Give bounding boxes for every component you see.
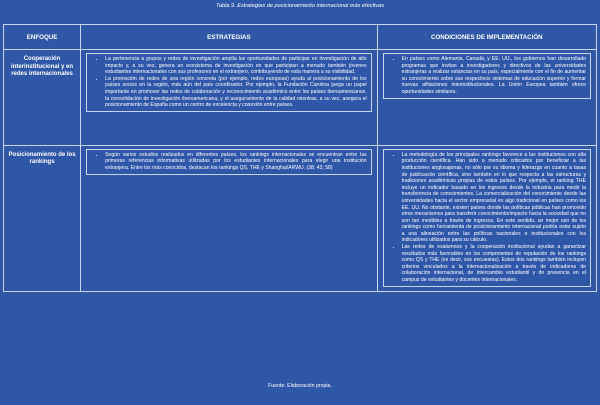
row-1-enfoque: Cooperación interinstitucional y en redes internacionales — [4, 50, 81, 146]
row-2-condiciones-cell — [377, 145, 596, 291]
table-caption: Tabla 9. Estrategias de posicionamiento internacional más efectivas — [215, 3, 384, 9]
list-item: • Según varios estudios realizados en diferentes países, los rankings internacionales se encuentran entre las primeras referencias informativas utilizadas por los estudiantes internacionales para elegir una institución extranjera. Entre los más conocidos, destacan los rankings QS, THE y Shanghai/ARWU. (38; 43; 58) — [105, 152, 367, 172]
list-item: • La metodología de los principales rankings favorece a las instituciones con alta producción científica. Han sido a menudo criticados por beneficiar a las instituciones anglosajonas, no sólo por su idioma y liderazgo en cuanto a tasas de publicación científica, sino también en lo que respecta a las estructuras y tradiciones académicas propias de estos países. Por ejemplo, el ranking THE incluye un indicador basado en los ingresos desde la industria para medir la transferencia de conocimientos. La comercialización del conocimiento desde las universidades hacia el sector empresarial es algo tradicional en países como los EE. UU. No obstante, existen países donde las políticas públicas han promovido otros mecanismos para transferir conocimiento/impacto hacia la sociedad que no son tan medibles a través de ingresos. En este sentido, un mejor uso de los rankings como herramienta de posicionamiento internacional podría estar sujeto a una alineación entre las políticas nacionales e institucionales con los indicadores utilizados para su cálculo. — [402, 152, 586, 244]
row-2-condiciones-list — [388, 152, 586, 284]
header-condiciones: CONDICIONES DE IMPLEMENTACIÓN — [377, 25, 596, 50]
strategies-table — [3, 24, 597, 292]
list-item: • La pertenencia a grupos y redes de investigación amplía las oportunidades de participar en investigación de alto impacto y, a su vez, genera un ecosistema de investigación en que participan a menudo también jóvenes estudiantes internacionales con sus profesores en el extranjero, contribuyendo de esta manera a su visibilidad. — [105, 56, 367, 76]
table-header-row — [4, 25, 597, 50]
table-source-note: Fuente: Elaboración propia. — [268, 383, 332, 389]
row-2-enfoque: Posicionamiento de los rankings — [4, 145, 81, 291]
header-estrategias: ESTRATEGIAS — [81, 25, 378, 50]
header-enfoque: ENFOQUE — [4, 25, 81, 50]
table-row — [4, 145, 597, 291]
row-1-condiciones-cell — [377, 50, 596, 146]
row-2-estrategias-list — [91, 152, 367, 172]
list-item: • En países como Alemania, Canadá, y EE. UU., los gobiernos han desarrollado programas que invitan a investigadores y directivos de las universidades extranjeras a realizar estancias en su país, especialmente con el fin de aumentar su conocimiento sobre sus respectivos sistemas de educación superior y formar nuevas afiliaciones interinstitucionales. La Unión Europea también ofrece oportunidades similares. — [402, 56, 586, 96]
list-item: • La promoción de redes de una región concreta (por ejemplo, redes europeas) ayuda al posicionamiento de los países socios en la región, más aún del país coordinador. Por ejemplo, la Fundación Carolina juega un papel importante en promover las redes de colaboración y reconocimiento académico entre los países iberoamericanos, la consolidación de investigación iberoamericana, y el aseguramiento de la calidad mientras, a su vez, asegura el posicionamiento de España como un centro de excelencia y conexión entre países. — [105, 76, 367, 109]
row-2-estrategias-box — [86, 149, 372, 175]
row-2-estrategias-cell — [81, 145, 378, 291]
table-row — [4, 50, 597, 146]
row-1-condiciones-list — [388, 56, 586, 96]
row-1-estrategias-list — [91, 56, 367, 109]
row-1-estrategias-cell — [81, 50, 378, 146]
row-1-estrategias-box — [86, 53, 372, 112]
row-2-condiciones-box — [383, 149, 591, 287]
list-item: • Las redes de exalumnos y la cooperación institucional ayudan a garantizar resultados más favorables en los componentes de reputación de los rankings como QS y THE (es decir, sus encuestas). Estos dos rankings también incluyen criterios vinculados a la internacionalización a través de indicadores de colaboración internacional, de intercambio estudiantil y de presencia en el campus de estudiantes y docentes internacionales. — [402, 244, 586, 284]
row-1-condiciones-box — [383, 53, 591, 99]
